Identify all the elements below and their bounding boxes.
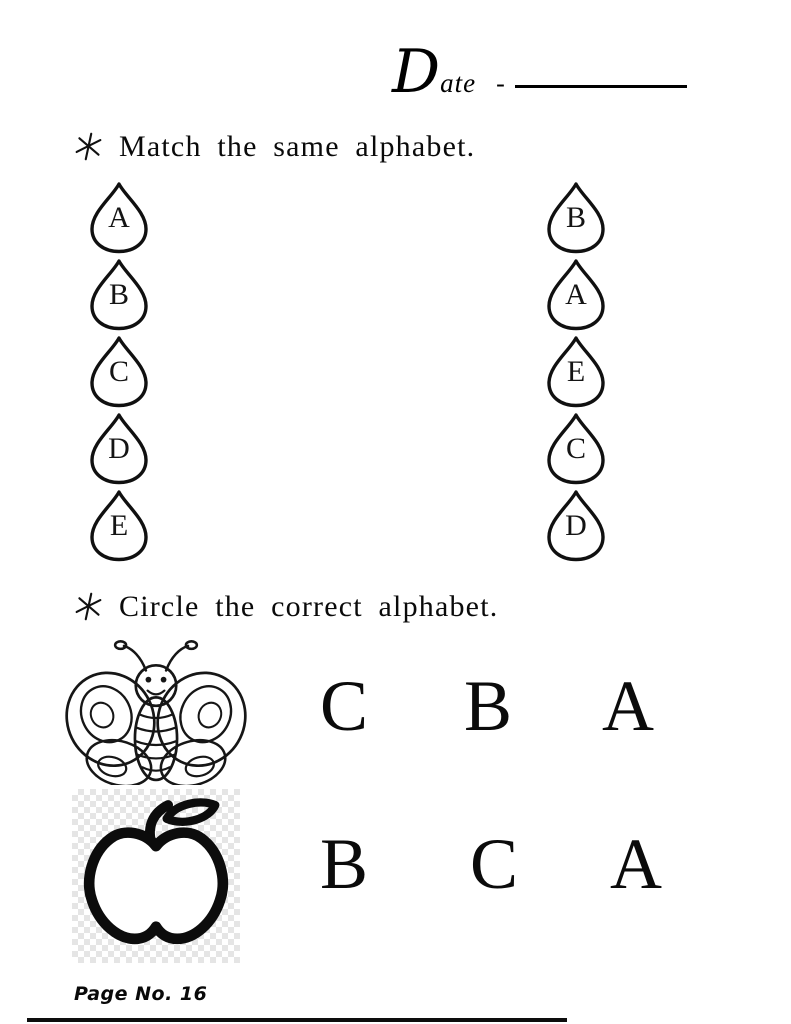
teardrop-letter: A [565, 278, 587, 311]
teardrop-letter: C [108, 355, 129, 388]
date-separator: - [496, 69, 505, 98]
date-header [392, 37, 687, 107]
option-letter[interactable]: B [320, 824, 369, 904]
match-section-heading [73, 131, 475, 162]
teardrop-letter: D [565, 509, 587, 542]
teardrop-shape[interactable] [545, 181, 607, 254]
apple-illustration [72, 789, 240, 963]
circle-heading-text: Circle the correct alphabet. [119, 589, 499, 623]
match-heading-text: Match the same alphabet. [119, 129, 476, 163]
asterisk-icon [73, 591, 104, 622]
teardrop-letter: C [565, 432, 586, 465]
option-letter[interactable]: A [602, 666, 654, 746]
option-letter[interactable]: C [470, 824, 519, 904]
date-blank-line [515, 84, 687, 88]
teardrop-letter: E [566, 355, 586, 388]
page-number: Page No. 16 [74, 983, 208, 1005]
teardrop-shape[interactable] [545, 489, 607, 562]
teardrop-letter: D [108, 432, 130, 465]
teardrop-letter: B [108, 278, 129, 311]
match-right-column [545, 181, 607, 562]
teardrop-shape[interactable] [88, 258, 150, 331]
circle-section-heading [73, 591, 498, 622]
butterfly-illustration [62, 635, 250, 785]
asterisk-icon [73, 131, 104, 162]
date-label: Date [392, 37, 477, 107]
page-bottom-rule [27, 1018, 567, 1022]
teardrop-letter: B [565, 201, 586, 234]
teardrop-shape[interactable] [545, 335, 607, 408]
teardrop-shape[interactable] [545, 258, 607, 331]
teardrop-shape[interactable] [88, 412, 150, 485]
teardrop-shape[interactable] [88, 181, 150, 254]
teardrop-shape[interactable] [88, 489, 150, 562]
option-letter[interactable]: C [320, 666, 369, 746]
teardrop-letter: E [109, 509, 129, 542]
teardrop-shape[interactable] [545, 412, 607, 485]
teardrop-shape[interactable] [88, 335, 150, 408]
option-letter[interactable]: A [610, 824, 662, 904]
option-letter[interactable]: B [464, 666, 513, 746]
teardrop-letter: A [108, 201, 130, 234]
match-left-column [88, 181, 150, 562]
